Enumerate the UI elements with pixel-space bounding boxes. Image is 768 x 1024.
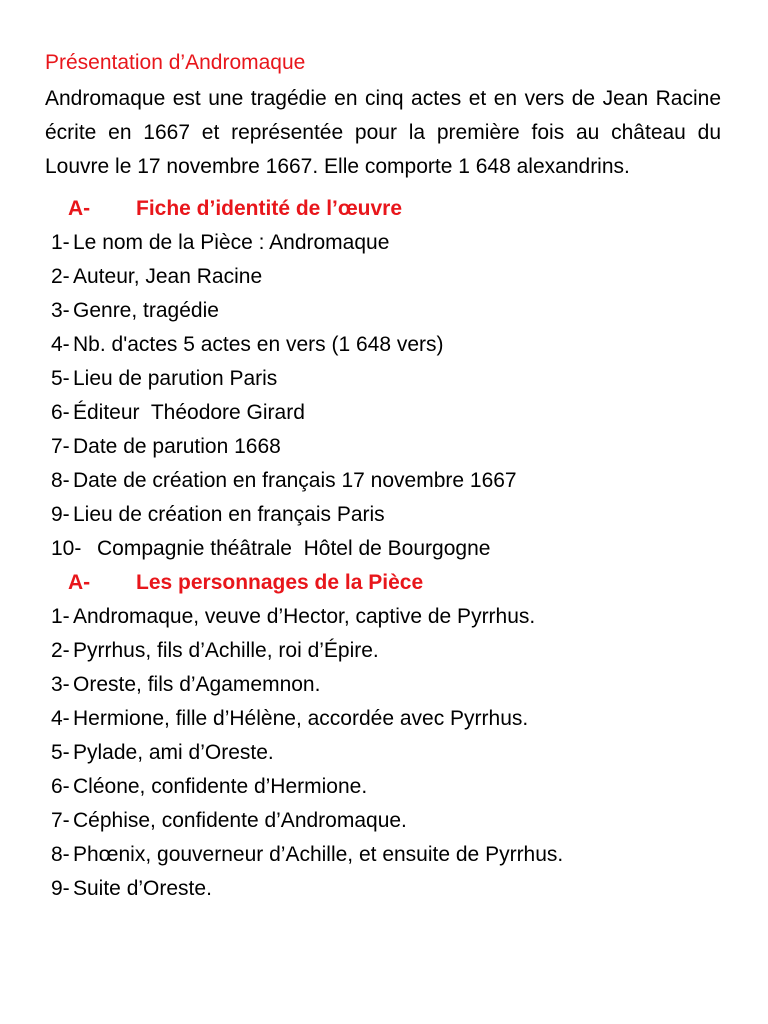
document-title: Présentation d’Andromaque [45,51,306,74]
section-heading-characters [45,566,721,600]
list-item [45,328,721,362]
list-item [45,362,721,396]
list-text: Oreste, fils d’Agamemnon. [73,673,321,696]
document-page [45,48,721,906]
list-number: 10- [51,537,82,560]
list-number: 8- [51,843,70,866]
list-number: 5- [51,367,70,390]
list-item [45,260,721,294]
list-text: Céphise, confidente d’Andromaque. [73,809,407,832]
list-item [45,668,721,702]
list-text: Auteur, Jean Racine [73,265,263,288]
section-heading-text: Fiche d’identité de l’œuvre [136,197,403,220]
list-item [45,770,721,804]
list-item [45,396,721,430]
list-text: Éditeur Théodore Girard [73,401,305,424]
list-number: 5- [51,741,70,764]
characters-list [45,600,721,906]
intro-paragraph: Andromaque est une tragédie en cinq actes et en vers de Jean Racine écrite en 1667 et représentée pour la première fois au château du Louvre le 17 novembre 1667. Elle comporte 1 648 alexandrins. [45,87,721,178]
list-number: 6- [51,401,70,424]
list-text: Hermione, fille d’Hélène, accordée avec Pyrrhus. [73,707,529,730]
list-item [45,634,721,668]
section-heading-identity [45,192,721,226]
list-text: Pylade, ami d’Oreste. [73,741,274,764]
list-number: 2- [51,265,70,288]
list-number: 6- [51,775,70,798]
list-item [45,464,721,498]
list-number: 7- [51,435,70,458]
list-number: 4- [51,707,70,730]
list-item [45,430,721,464]
list-text: Andromaque, veuve d’Hector, captive de Pyrrhus. [73,605,536,628]
list-text: Le nom de la Pièce : Andromaque [73,231,390,254]
section-letter: A- [68,197,91,220]
list-number: 9- [51,877,70,900]
list-text: Compagnie théâtrale Hôtel de Bourgogne [97,537,491,560]
list-item [45,532,721,566]
list-item [45,838,721,872]
list-text: Phœnix, gouverneur d’Achille, et ensuite de Pyrrhus. [73,843,564,866]
list-number: 1- [51,231,70,254]
list-text: Date de création en français 17 novembre 1667 [73,469,517,492]
list-text: Nb. d'actes 5 actes en vers (1 648 vers) [73,333,444,356]
list-number: 9- [51,503,70,526]
list-text: Pyrrhus, fils d’Achille, roi d’Épire. [73,639,379,662]
list-item [45,600,721,634]
list-text: Genre, tragédie [73,299,219,322]
list-item [45,804,721,838]
list-item [45,736,721,770]
list-number: 3- [51,299,70,322]
list-number: 4- [51,333,70,356]
list-item [45,226,721,260]
list-item [45,872,721,906]
list-text: Suite d’Oreste. [73,877,212,900]
list-number: 7- [51,809,70,832]
list-text: Date de parution 1668 [73,435,281,458]
list-number: 3- [51,673,70,696]
list-number: 2- [51,639,70,662]
list-item [45,702,721,736]
list-text: Cléone, confidente d’Hermione. [73,775,368,798]
section-heading-text: Les personnages de la Pièce [136,571,424,594]
list-item [45,498,721,532]
identity-list [45,226,721,566]
list-item [45,294,721,328]
list-number: 8- [51,469,70,492]
list-text: Lieu de parution Paris [73,367,278,390]
list-number: 1- [51,605,70,628]
section-letter: A- [68,571,91,594]
list-text: Lieu de création en français Paris [73,503,385,526]
